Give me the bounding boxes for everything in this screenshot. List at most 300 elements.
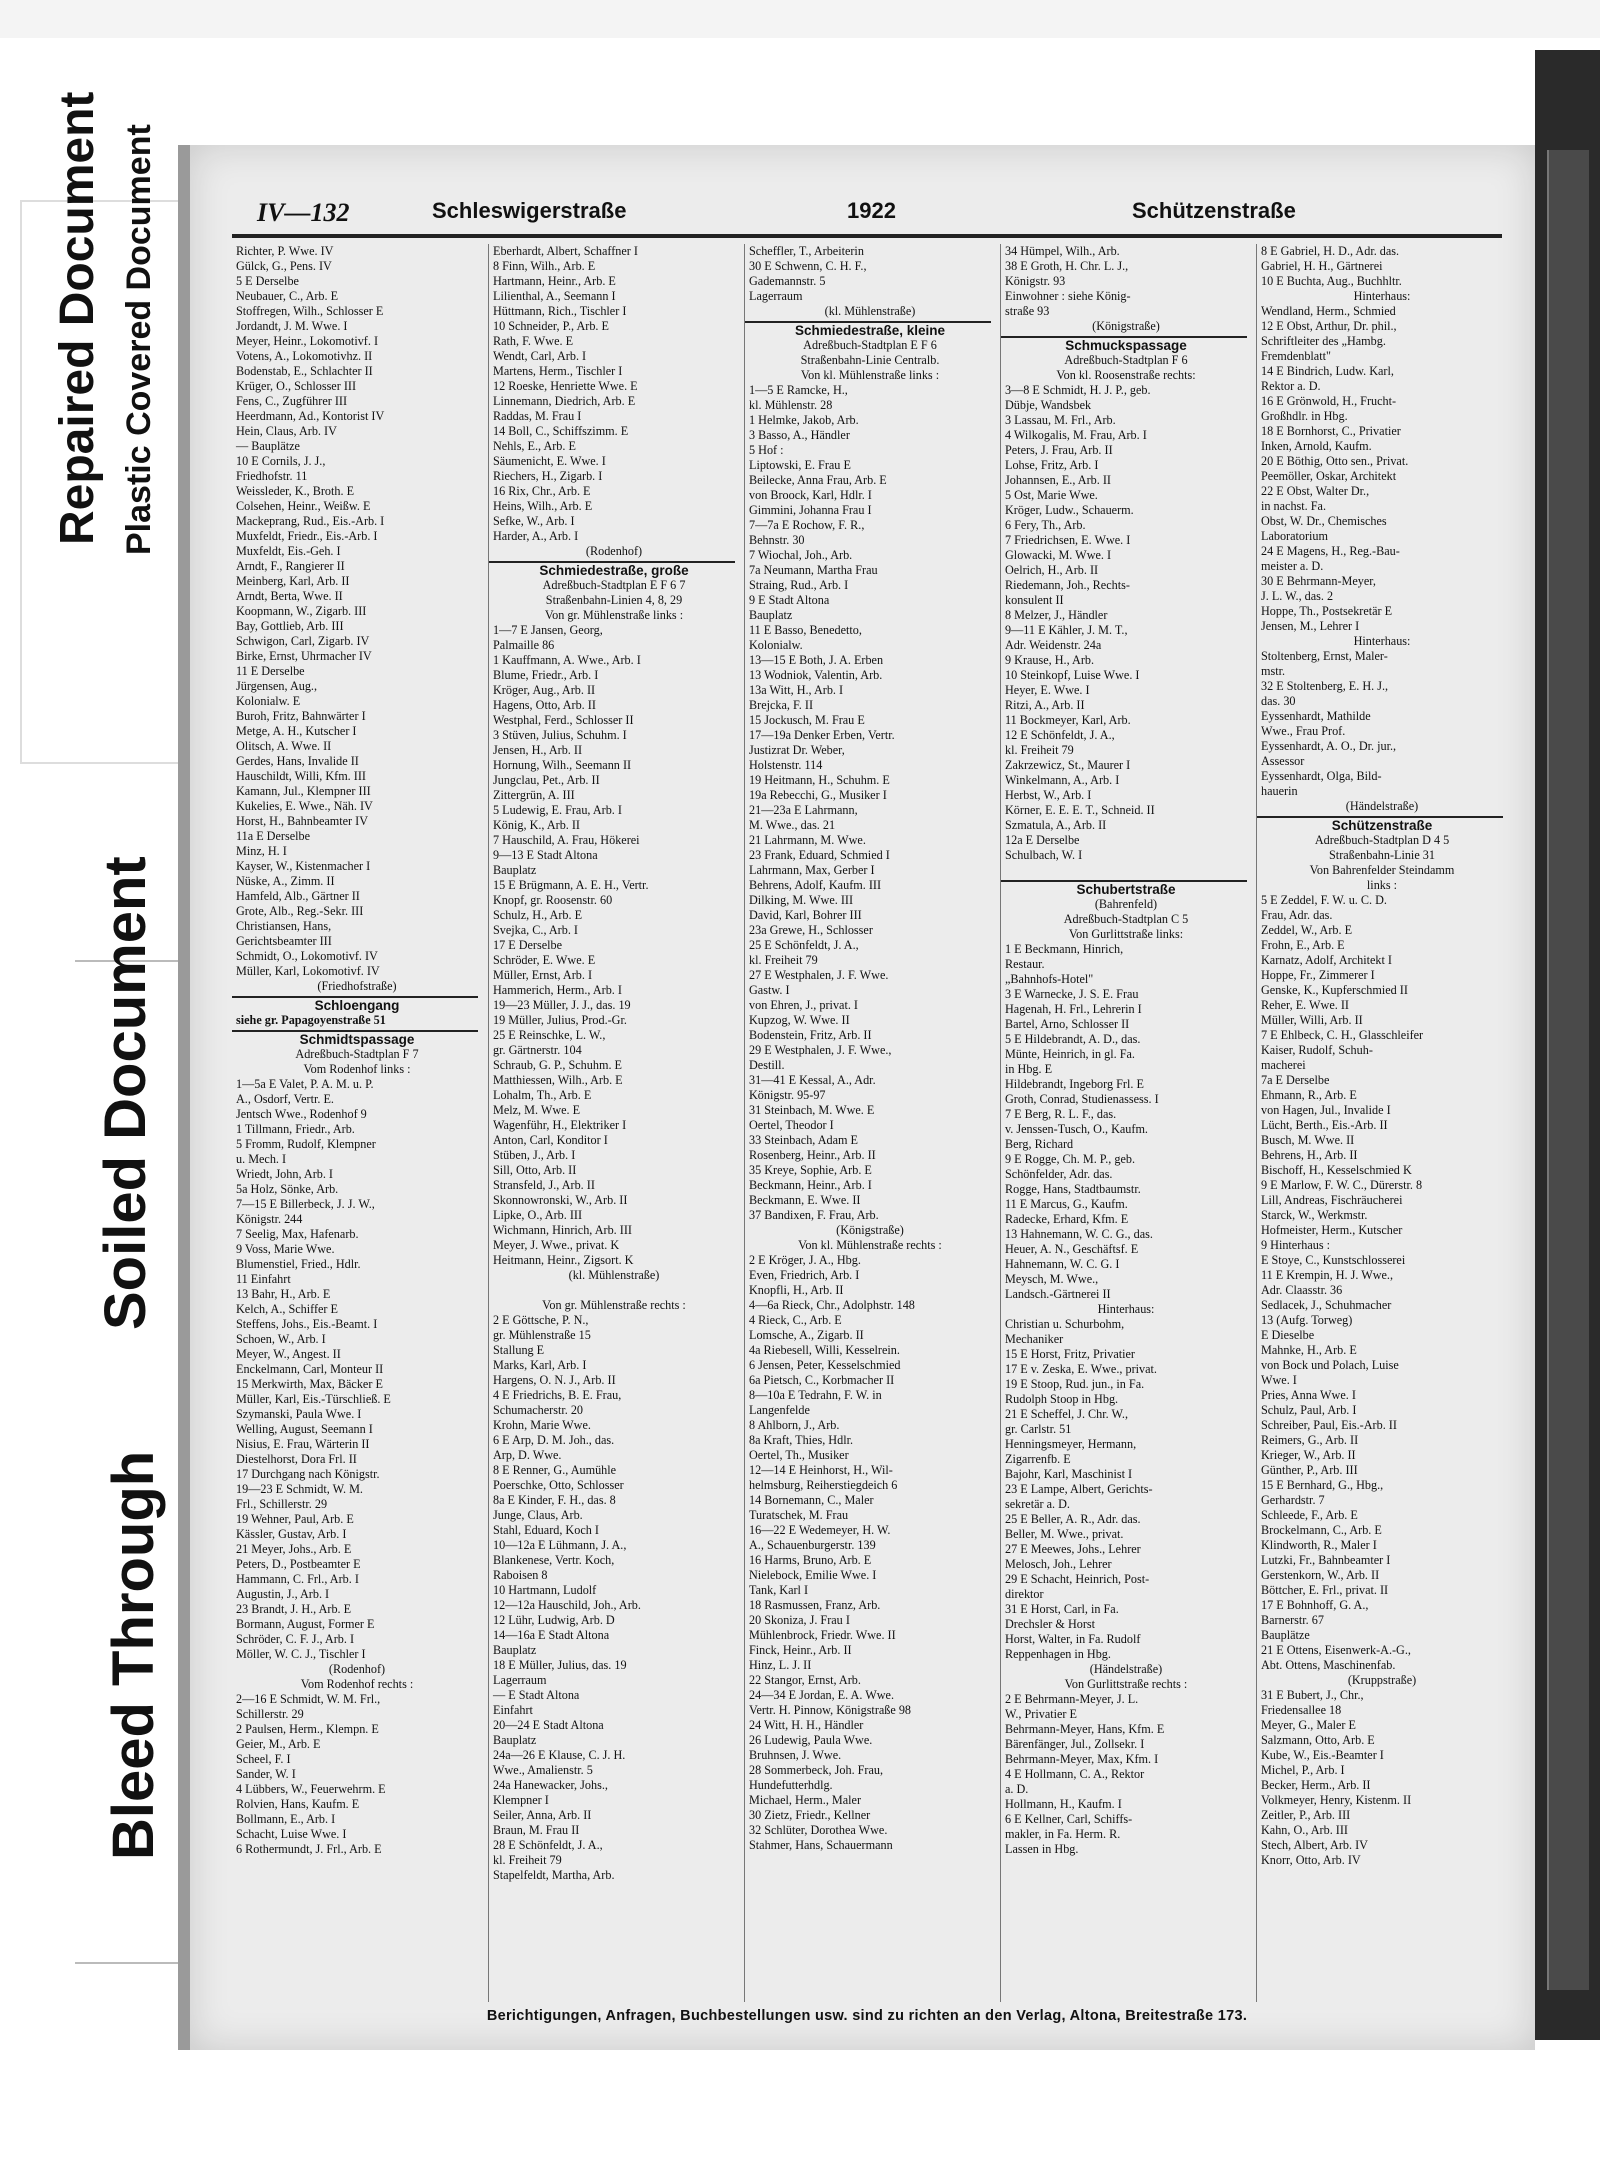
street-heading: Schloengang (232, 996, 478, 1013)
directory-line: Mühlenbrock, Friedr. Wwe. II (749, 1628, 896, 1642)
directory-line: Kahn, O., Arb. III (1261, 1823, 1348, 1837)
directory-line: Seiler, Anna, Arb. II (493, 1808, 592, 1822)
directory-line: Restaur. (1005, 957, 1045, 971)
directory-line: 10—12a E Lühmann, J. A., (493, 1538, 627, 1552)
directory-line: Rudolph Stoop in Hbg. (1005, 1392, 1119, 1406)
directory-line: in nachst. Fa. (1261, 499, 1326, 513)
directory-line: Kröger, Ludw., Schauerm. (1005, 503, 1134, 517)
next-page-edge (1547, 150, 1589, 1990)
directory-line: Meyer, Heinr., Lokomotivf. I (236, 334, 379, 348)
directory-line: Frl., Schillerstr. 29 (236, 1497, 328, 1511)
directory-line: 12 E Schönfeldt, J. A., (1005, 728, 1115, 742)
directory-line: David, Karl, Bohrer III (749, 908, 862, 922)
directory-line: 9 E Stadt Altona (749, 593, 830, 607)
directory-line: Votens, A., Lokomotivhz. II (236, 349, 373, 363)
directory-line: Einwohner : siehe König- (1005, 289, 1131, 303)
directory-line: 31 E Horst, Carl, in Fa. (1005, 1602, 1119, 1616)
directory-line: links : (1366, 878, 1398, 892)
directory-line: Lagerraum (493, 1673, 547, 1687)
directory-line: 12—12a Hauschild, Joh., Arb. (493, 1598, 641, 1612)
directory-line: Drechsler & Horst (1005, 1617, 1096, 1631)
directory-columns (232, 244, 1502, 2002)
directory-line: Von kl. Mühlenstraße links : (800, 368, 940, 382)
directory-line: (Friedhofstraße) (317, 979, 397, 993)
directory-line: Schulz, H., Arb. E (493, 908, 583, 922)
directory-line: Kaiser, Rudolf, Schuh- (1261, 1043, 1373, 1057)
directory-line: — E Stadt Altona (493, 1688, 580, 1702)
directory-line: Schoen, W., Arb. I (236, 1332, 326, 1346)
directory-line: 8a Kraft, Thies, Hdlr. (749, 1433, 854, 1447)
directory-line: W., Privatier E (1005, 1707, 1077, 1721)
directory-line: Vertr. H. Pinnow, Königstraße 98 (749, 1703, 912, 1717)
directory-line: 18 E Müller, Julius, das. 19 (493, 1658, 627, 1672)
directory-line: 25 E Schönfeldt, J. A., (749, 938, 859, 952)
directory-line: Becker, Herm., Arb. II (1261, 1778, 1371, 1792)
directory-line: Marks, Karl, Arb. I (493, 1358, 587, 1372)
directory-line: 3—8 E Schmidt, H. J. P., geb. (1005, 383, 1151, 397)
directory-line: Birke, Ernst, Uhrmacher IV (236, 649, 372, 663)
directory-line: Tank, Karl I (749, 1583, 809, 1597)
directory-line: Kayser, W., Kistenmacher I (236, 859, 371, 873)
directory-line: Winkelmann, A., Arb. I (1005, 773, 1120, 787)
directory-line: Jensen, H., Arb. II (493, 743, 583, 757)
directory-line: Adr. Weidenstr. 24a (1005, 638, 1102, 652)
directory-line: Junge, Claus, Arb. (493, 1508, 583, 1522)
directory-line: 20 E Böthig, Otto sen., Privat. (1261, 454, 1409, 468)
directory-line: 23 Frank, Eduard, Schmied I (749, 848, 890, 862)
directory-line: 1 Tillmann, Friedr., Arb. (236, 1122, 355, 1136)
directory-line: 4a Riebesell, Willi, Kesselrein. (749, 1343, 900, 1357)
directory-line: Hollmann, H., Kaufm. I (1005, 1797, 1122, 1811)
directory-line: Schreiber, Paul, Eis.-Arb. II (1261, 1418, 1397, 1432)
directory-line: Stoltenberg, Ernst, Maler- (1261, 649, 1388, 663)
column-2 (488, 244, 735, 2002)
directory-line: 13 (Aufg. Torweg) (1261, 1313, 1353, 1327)
directory-line: „Bahnhofs-Hotel" (1005, 972, 1094, 986)
directory-line: (Königstraße) (1092, 319, 1160, 333)
directory-line: 12 Roeske, Henriette Wwe. E (493, 379, 638, 393)
directory-line: 4 Wilkogalis, M. Frau, Arb. I (1005, 428, 1147, 442)
directory-line: 23 E Lampe, Albert, Gerichts- (1005, 1482, 1153, 1496)
directory-line: Schwigon, Carl, Zigarb. IV (236, 634, 370, 648)
directory-line: Behnstr. 30 (749, 533, 805, 547)
directory-line: Von gr. Mühlenstraße rechts : (542, 1298, 686, 1312)
directory-line: Oertel, Th., Musiker (749, 1448, 849, 1462)
directory-line: 12 E Obst, Arthur, Dr. phil., (1261, 319, 1397, 333)
directory-line: (Königstraße) (836, 1223, 904, 1237)
directory-line: Barnerstr. 67 (1261, 1613, 1324, 1627)
directory-line: 10 Hartmann, Ludolf (493, 1583, 597, 1597)
directory-line: 20—24 E Stadt Altona (493, 1718, 604, 1732)
directory-line: Straing, Rud., Arb. I (749, 578, 849, 592)
directory-line: Nehls, E., Arb. E (493, 439, 576, 453)
directory-line: Schillerstr. 29 (236, 1707, 304, 1721)
directory-line: Schulbach, W. I (1005, 848, 1083, 862)
directory-line: Oelrich, H., Arb. II (1005, 563, 1099, 577)
directory-line: 10 Schneider, P., Arb. E (493, 319, 609, 333)
directory-line: 31 E Bubert, J., Chr., (1261, 1688, 1364, 1702)
directory-line: 23 Brandt, J. H., Arb. E (236, 1602, 352, 1616)
directory-line: Mahnke, H., Arb. E (1261, 1343, 1357, 1357)
label-plastic-covered-document: Plastic Covered Document (120, 124, 158, 555)
directory-line: (Rodenhof) (328, 1662, 386, 1676)
directory-line: 5 E Hildebrandt, A. D., das. (1005, 1032, 1141, 1046)
directory-line: Gerichtsbeamter III (236, 934, 332, 948)
directory-line: Groth, Conrad, Studienassess. I (1005, 1092, 1159, 1106)
column-3 (744, 244, 991, 2002)
directory-line: 9 Voss, Marie Wwe. (236, 1242, 335, 1256)
directory-line: Hofmeister, Herm., Kutscher (1261, 1223, 1403, 1237)
directory-line: Knopf, gr. Roosenstr. 60 (493, 893, 613, 907)
label-soiled-document: Soiled Document (93, 856, 158, 1330)
directory-line: Kukelies, E. Wwe., Näh. IV (236, 799, 373, 813)
directory-line: direktor (1005, 1587, 1044, 1601)
directory-line: 11 E Basso, Benedetto, (749, 623, 862, 637)
directory-line: Möller, W. C. J., Tischler I (236, 1647, 366, 1661)
directory-line: 3 Stüven, Julius, Schuhm. I (493, 728, 627, 742)
directory-line: 11 E Marcus, G., Kaufm. (1005, 1197, 1128, 1211)
directory-line: 12a E Derselbe (1005, 833, 1080, 847)
directory-line: Radecke, Erhard, Kfm. E (1005, 1212, 1129, 1226)
directory-line: 13 Wodniok, Valentin, Arb. (749, 668, 883, 682)
directory-line: 19 Müller, Julius, Prod.-Gr. (493, 1013, 627, 1027)
directory-line: 19 Wehner, Paul, Arb. E (236, 1512, 354, 1526)
directory-line: 12 Lühr, Ludwig, Arb. D (493, 1613, 615, 1627)
directory-line: von Bock und Polach, Luise (1261, 1358, 1399, 1372)
directory-line: Säumenicht, E. Wwe. I (493, 454, 606, 468)
directory-line: von Broock, Karl, Hdlr. I (749, 488, 872, 502)
street-heading: Schubertstraße (1001, 880, 1247, 897)
directory-line: Hinterhaus: (1353, 634, 1411, 648)
directory-line: Melz, M. Wwe. E (493, 1103, 581, 1117)
directory-line: Peemöller, Oskar, Architekt (1261, 469, 1397, 483)
directory-line: Peters, D., Postbeamter E (236, 1557, 361, 1571)
directory-line: Frau, Adr. das. (1261, 908, 1333, 922)
directory-line: Hornung, Wilh., Seemann II (493, 758, 632, 772)
directory-line: Krüger, O., Schlosser III (236, 379, 356, 393)
directory-line: Arndt, F., Rangierer II (236, 559, 345, 573)
directory-line: Christian u. Schurbohm, (1005, 1317, 1125, 1331)
directory-line: Horst, H., Bahnbeamter IV (236, 814, 368, 828)
directory-line: Bauplatz (749, 608, 793, 622)
directory-line: Bauplatz (493, 863, 537, 877)
directory-line: Wichmann, Hinrich, Arb. III (493, 1223, 632, 1237)
directory-line: Vom Rodenhof links : (303, 1062, 411, 1076)
directory-line: Peters, J. Frau, Arb. II (1005, 443, 1113, 457)
directory-line: makler, in Fa. Herm. R. (1005, 1827, 1121, 1841)
directory-line: 7 Hauschild, A. Frau, Hökerei (493, 833, 640, 847)
directory-line: Eyssenhardt, Olga, Bild- (1261, 769, 1382, 783)
directory-line: Stoffregen, Wilh., Schlosser E (236, 304, 384, 318)
directory-line: Hagenah, H. Frl., Lehrerin I (1005, 1002, 1142, 1016)
directory-line: Nielebock, Emilie Wwe. I (749, 1568, 877, 1582)
directory-line: 8—10a E Tedrahn, F. W. in (749, 1388, 882, 1402)
directory-line: Lilienthal, A., Seemann I (493, 289, 616, 303)
directory-line: 31—41 E Kessal, A., Adr. (749, 1073, 876, 1087)
directory-line: Liptowski, E. Frau E (749, 458, 851, 472)
directory-line: 10 Steinkopf, Luise Wwe. I (1005, 668, 1140, 682)
directory-line: 19 Heitmann, H., Schuhm. E (749, 773, 890, 787)
directory-line: Palmaille 86 (493, 638, 555, 652)
directory-line (1001, 863, 1247, 878)
directory-line: Beckmann, E. Wwe. II (749, 1193, 861, 1207)
directory-line: 25 E Reinschke, L. W., (493, 1028, 606, 1042)
directory-line: Justizrat Dr. Weber, (749, 743, 845, 757)
directory-line: kl. Freiheit 79 (749, 953, 818, 967)
directory-line: Bodenstab, E., Schlachter II (236, 364, 373, 378)
directory-line: Kolonialw. E (236, 694, 301, 708)
directory-line: 13 Bahr, H., Arb. E (236, 1287, 331, 1301)
directory-line: 7 E Berg, R. L. F., das. (1005, 1107, 1117, 1121)
directory-line: Bormann, August, Former E (236, 1617, 375, 1631)
directory-line: Braun, M. Frau II (493, 1823, 580, 1837)
directory-line: 21—23a E Lahrmann, (749, 803, 858, 817)
directory-line: Laboratorium (1261, 529, 1329, 543)
directory-line: Scheel, F. I (236, 1752, 291, 1766)
directory-line: 8 Ahlborn, J., Arb. (749, 1418, 840, 1432)
directory-line: Nisius, E. Frau, Wärterin II (236, 1437, 370, 1451)
directory-line: Kolonialw. (749, 638, 803, 652)
directory-line: 1 Helmke, Jakob, Arb. (749, 413, 859, 427)
directory-line: Behrmann-Meyer, Hans, Kfm. E (1005, 1722, 1165, 1736)
directory-line: 6a Pietsch, C., Korbmacher II (749, 1373, 895, 1387)
directory-line: Bauplatz (493, 1643, 537, 1657)
directory-line: Stech, Albert, Arb. IV (1261, 1838, 1368, 1852)
directory-line: Beilecke, Anna Frau, Arb. E (749, 473, 887, 487)
page-header (232, 198, 1502, 226)
directory-line: 7 Wiochal, Joh., Arb. (749, 548, 853, 562)
directory-line: Bruhnsen, J. Wwe. (749, 1748, 842, 1762)
directory-line: Hagens, Otto, Arb. II (493, 698, 596, 712)
directory-line: 13—15 E Both, J. A. Erben (749, 653, 884, 667)
directory-line: Szymanski, Paula Wwe. I (236, 1407, 362, 1421)
directory-line: Sill, Otto, Arb. II (493, 1163, 577, 1177)
directory-line: Krohn, Marie Wwe. (493, 1418, 591, 1432)
directory-line: Adreßbuch-Stadtplan C 5 (1063, 912, 1189, 926)
directory-line: 2 E Göttsche, P. N., (493, 1313, 589, 1327)
directory-line: 15 E Brügmann, A. E. H., Vertr. (493, 878, 649, 892)
directory-line: 20 Skoniza, J. Frau I (749, 1613, 850, 1627)
directory-line: (kl. Mühlenstraße) (568, 1268, 660, 1282)
directory-line: Hinterhaus: (1353, 289, 1411, 303)
directory-line: Stüben, J., Arb. I (493, 1148, 576, 1162)
directory-line: Friedensallee 18 (1261, 1703, 1342, 1717)
directory-line: Linnemann, Diedrich, Arb. E (493, 394, 636, 408)
directory-line: Krieger, W., Arb. II (1261, 1448, 1356, 1462)
directory-line: das. 30 (1261, 694, 1296, 708)
header-last-street: Schützenstraße (1132, 198, 1296, 223)
directory-line: Königstr. 244 (236, 1212, 303, 1226)
directory-line: Ritzi, A., Arb. II (1005, 698, 1085, 712)
directory-line: Dübje, Wandsbek (1005, 398, 1092, 412)
directory-line: 2 E Behrmann-Meyer, J. L. (1005, 1692, 1139, 1706)
directory-line: Schraub, G. P., Schuhm. E (493, 1058, 622, 1072)
directory-line: Salzmann, Otto, Arb. E (1261, 1733, 1375, 1747)
directory-line: Bartel, Arno, Schlosser II (1005, 1017, 1130, 1031)
directory-line: Sedlacek, J., Schuhmacher (1261, 1298, 1392, 1312)
directory-line: Jentsch Wwe., Rodenhof 9 (236, 1107, 367, 1121)
directory-line: Kube, W., Eis.-Beamter I (1261, 1748, 1384, 1762)
directory-line: Bodenstein, Fritz, Arb. II (749, 1028, 872, 1042)
directory-line: Knorr, Otto, Arb. IV (1261, 1853, 1361, 1867)
directory-line: Friedhofstr. 11 (236, 469, 308, 483)
directory-line: Gastw. I (749, 983, 790, 997)
directory-line: Reimers, G., Arb. II (1261, 1433, 1359, 1447)
directory-line: Jungclau, Pet., Arb. II (493, 773, 600, 787)
directory-line: Klempner I (493, 1793, 549, 1807)
directory-line: Fremdenblatt" (1261, 349, 1331, 363)
directory-line: Colsehen, Heinr., Weißw. E (236, 499, 371, 513)
directory-line: 8a E Kinder, F. H., das. 8 (493, 1493, 616, 1507)
directory-line: 16—22 E Wedemeyer, H. W. (749, 1523, 891, 1537)
directory-line: — Bauplätze (236, 439, 300, 453)
directory-line: 17 E Bohnhoff, G. A., (1261, 1598, 1369, 1612)
directory-line: 27 E Meewes, Johs., Lehrer (1005, 1542, 1141, 1556)
directory-line: Straßenbahn-Linie 31 (1329, 848, 1435, 862)
directory-line: Gabriel, H. H., Gärtnerei (1261, 259, 1383, 273)
directory-line: Riechers, H., Zigarb. I (493, 469, 603, 483)
directory-line: 25 E Beller, A. R., Adr. das. (1005, 1512, 1141, 1526)
directory-line: Starck, W., Werkmstr. (1261, 1208, 1368, 1222)
directory-line: Martens, Herm., Tischler I (493, 364, 623, 378)
directory-line: Metge, A. H., Kutscher I (236, 724, 357, 738)
directory-line: Schönfelder, Adr. das. (1005, 1167, 1113, 1181)
directory-line: Böttcher, E. Frl., privat. II (1261, 1583, 1389, 1597)
directory-line: 14 E Bindrich, Ludw. Karl, (1261, 364, 1394, 378)
directory-line: Lutzki, Fr., Bahnbeamter I (1261, 1553, 1391, 1567)
directory-line: Wwe., Frau Prof. (1261, 724, 1346, 738)
directory-line: Hammann, C. Frl., Arb. I (236, 1572, 359, 1586)
directory-line: kl. Mühlenstr. 28 (749, 398, 833, 412)
header-rule (232, 234, 1502, 238)
directory-line: Berg, Richard (1005, 1137, 1074, 1151)
directory-line: 9 E Rogge, Ch. M. P., geb. (1005, 1152, 1136, 1166)
directory-line: 7—15 E Billerbeck, J. J. W., (236, 1197, 375, 1211)
directory-line: Inken, Arnold, Kaufm. (1261, 439, 1372, 453)
directory-line: 5a Holz, Sönke, Arb. (236, 1182, 339, 1196)
directory-line: 7a Neumann, Martha Frau (749, 563, 878, 577)
directory-line: Beckmann, Heinr., Arb. I (749, 1178, 872, 1192)
directory-line: 28 Sommerbeck, Joh. Frau, (749, 1763, 884, 1777)
directory-line: Müller, Karl, Eis.-Türschließ. E (236, 1392, 391, 1406)
directory-line: von Ehren, J., privat. I (749, 998, 858, 1012)
directory-line: Hundefutterhdlg. (749, 1778, 833, 1792)
directory-line: Blumenstiel, Fried., Hdlr. (236, 1257, 361, 1271)
directory-line: 8 E Gabriel, H. D., Adr. das. (1261, 244, 1400, 258)
directory-line: 30 E Schwenn, C. H. F., (749, 259, 867, 273)
directory-line: 15 Jockusch, M. Frau E (749, 713, 865, 727)
directory-line: Richter, P. Wwe. IV (236, 244, 334, 258)
directory-line: Von Gurlittstraße links: (1068, 927, 1184, 941)
directory-line: 24 E Magens, H., Reg.-Bau- (1261, 544, 1400, 558)
directory-line: Lassen in Hbg. (1005, 1842, 1079, 1856)
directory-line: 4 Rieck, C., Arb. E (749, 1313, 842, 1327)
column-4 (1000, 244, 1247, 2002)
directory-line: Anton, Carl, Konditor I (493, 1133, 608, 1147)
directory-line: Jensen, M., Lehrer I (1261, 619, 1360, 633)
directory-line: siehe gr. Papagoyenstraße 51 (236, 1013, 386, 1027)
directory-line: Ehmann, R., Arb. E (1261, 1088, 1357, 1102)
directory-line: Hinz, L. J. II (749, 1658, 812, 1672)
directory-line: Schriftleiter des „Hambg. (1261, 334, 1386, 348)
directory-line: Rosenberg, Heinr., Arb. II (749, 1148, 876, 1162)
directory-line: meister a. D. (1261, 559, 1324, 573)
directory-line: 29 E Westphalen, J. F. Wwe., (749, 1043, 892, 1057)
directory-line: Scheffler, T., Arbeiterin (749, 244, 864, 258)
directory-line: 12—14 E Heinhorst, H., Wil- (749, 1463, 893, 1477)
directory-line: A., Osdorf, Vertr. E. (236, 1092, 334, 1106)
directory-line: 23a Grewe, H., Schlosser (749, 923, 873, 937)
directory-line: 15 E Horst, Fritz, Privatier (1005, 1347, 1135, 1361)
directory-line: Arndt, Berta, Wwe. II (236, 589, 343, 603)
directory-line: 4 E Friedrichs, B. E. Frau, (493, 1388, 622, 1402)
directory-line: 17 Durchgang nach Königstr. (236, 1467, 380, 1481)
directory-line: Busch, M. Wwe. II (1261, 1133, 1355, 1147)
directory-line: konsulent II (1005, 593, 1064, 607)
directory-line: 30 E Behrmann-Meyer, (1261, 574, 1376, 588)
directory-line: Hinterhaus: (1097, 1302, 1155, 1316)
directory-line: Bauplätze (1261, 1628, 1310, 1642)
street-heading: Schmiedestraße, große (489, 561, 735, 578)
directory-line: 27 E Westphalen, J. F. Wwe. (749, 968, 889, 982)
directory-line: Landsch.-Gärtnerei II (1005, 1287, 1111, 1301)
column-1 (232, 244, 478, 2002)
directory-line: Obst, W. Dr., Chemisches (1261, 514, 1387, 528)
directory-line: Bajohr, Karl, Maschinist I (1005, 1467, 1133, 1481)
directory-line: 3 Lassau, M. Frl., Arb. (1005, 413, 1116, 427)
directory-line: Klindworth, R., Maler I (1261, 1538, 1377, 1552)
directory-line: 7a E Derselbe (1261, 1073, 1330, 1087)
column-5 (1256, 244, 1503, 2002)
directory-line (489, 1283, 735, 1298)
directory-line: Wwe., Amalienstr. 5 (493, 1763, 593, 1777)
directory-line: Blankenese, Vertr. Koch, (493, 1553, 615, 1567)
directory-line: Kröger, Aug., Arb. II (493, 683, 596, 697)
directory-line: Zeddel, W., Arb. E (1261, 923, 1353, 937)
directory-line: Bischoff, H., Kesselschmied K (1261, 1163, 1412, 1177)
directory-line: 4 E Hollmann, C. A., Rektor (1005, 1767, 1145, 1781)
scan-top-margin (0, 0, 1600, 38)
directory-line: Beller, M. Wwe., privat. (1005, 1527, 1124, 1541)
directory-line: gr. Carlstr. 51 (1005, 1422, 1072, 1436)
directory-line: Sefke, W., Arb. I (493, 514, 575, 528)
directory-line: Körner, E. E. E. T., Schneid. II (1005, 803, 1155, 817)
directory-line: 11 E Krempin, H. J. Wwe., (1261, 1268, 1394, 1282)
directory-line: 16 Harms, Bruno, Arb. E (749, 1553, 872, 1567)
directory-line: 17 E Derselbe (493, 938, 563, 952)
directory-line: Von gr. Mühlenstraße links : (544, 608, 684, 622)
directory-line: 21 Lahrmann, M. Wwe. (749, 833, 866, 847)
directory-line: Turatschek, M. Frau (749, 1508, 849, 1522)
directory-line: Abt. Ottens, Maschinenfab. (1261, 1658, 1396, 1672)
directory-line: 24a Hanewacker, Johs., (493, 1778, 608, 1792)
directory-line: Johannsen, E., Arb. II (1005, 473, 1111, 487)
directory-line: Wendt, Carl, Arb. I (493, 349, 587, 363)
directory-line: Schmidt, O., Lokomotivf. IV (236, 949, 378, 963)
directory-line: Vom Rodenhof rechts : (300, 1677, 414, 1691)
directory-line: Volkmeyer, Henry, Kistenm. II (1261, 1793, 1412, 1807)
directory-line: Müller, Willi, Arb. II (1261, 1013, 1363, 1027)
directory-line: Jürgensen, Aug., (236, 679, 318, 693)
directory-line: Großhdlr. in Hbg. (1261, 409, 1348, 423)
directory-line: Stransfeld, J., Arb. II (493, 1178, 595, 1192)
directory-line: 9 Krause, H., Arb. (1005, 653, 1095, 667)
directory-line: Karnatz, Adolf, Architekt I (1261, 953, 1392, 967)
directory-line: Hein, Claus, Arb. IV (236, 424, 337, 438)
directory-line: Lahrmann, Max, Gerber I (749, 863, 875, 877)
header-year: 1922 (847, 198, 896, 223)
directory-line: 3 Basso, A., Händler (749, 428, 850, 442)
